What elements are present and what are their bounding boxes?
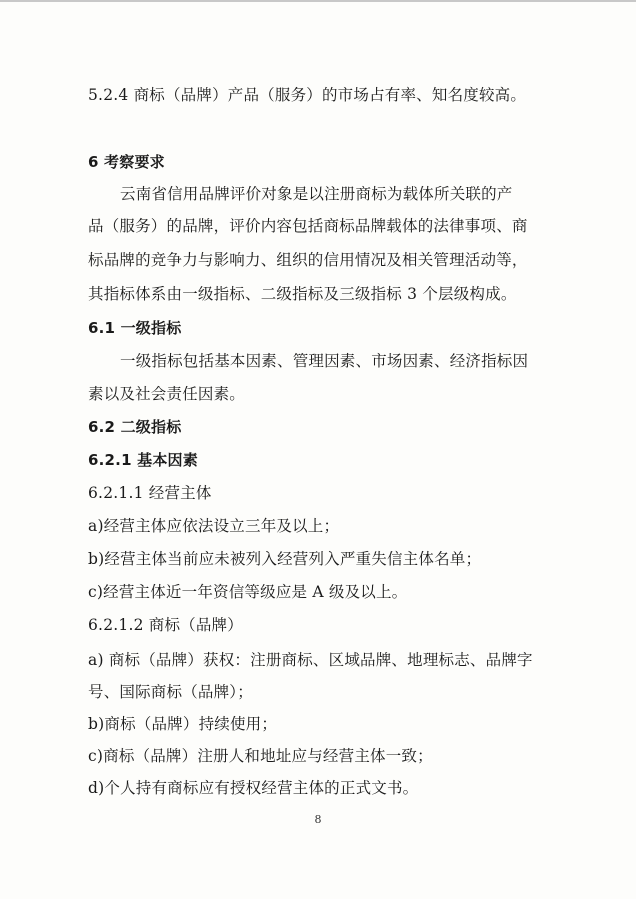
list-item: d)个人持有商标应有授权经营主体的正式文书。 (88, 779, 419, 797)
subsection-heading-6-2-1-1: 6.2.1.1 经营主体 (88, 484, 212, 502)
paragraph-line: 一级指标包括基本因素、管理因素、市场因素、经济指标因 (120, 352, 529, 370)
section-heading-6-1: 6.1 一级指标 (88, 319, 182, 337)
section-heading-6-2: 6.2 二级指标 (88, 418, 182, 436)
list-item: c)经营主体近一年资信等级应是 A 级及以上。 (88, 583, 408, 601)
paragraph-line: 标品牌的竞争力与影响力、组织的信用情况及相关管理活动等， (88, 251, 528, 269)
section-heading-6: 6 考察要求 (88, 153, 165, 171)
paragraph-line: 素以及社会责任因素。 (88, 385, 246, 403)
paragraph-line: 云南省信用品牌评价对象是以注册商标为载体所关联的产 (120, 185, 513, 203)
paragraph-line: 其指标体系由一级指标、二级指标及三级指标 3 个层级构成。 (88, 285, 517, 303)
list-item: c)商标（品牌）注册人和地址应与经营主体一致； (88, 747, 433, 765)
page-number: 8 (314, 813, 322, 826)
paragraph-line: 品（服务）的品牌，评价内容包括商标品牌载体的法律事项、商 (88, 217, 528, 235)
list-item-continuation: 号、国际商标（品牌）； (88, 683, 253, 701)
section-heading-6-2-1: 6.2.1 基本因素 (88, 451, 198, 469)
list-item: b)经营主体当前应未被列入经营列入严重失信主体名单； (88, 550, 482, 568)
list-item: a)经营主体应依法设立三年及以上； (88, 517, 340, 535)
clause-5-2-4: 5.2.4 商标（品牌）产品（服务）的市场占有率、知名度较高。 (88, 86, 527, 104)
list-item: a) 商标（品牌）获权：注册商标、区域品牌、地理标志、品牌字 (88, 651, 533, 669)
subsection-heading-6-2-1-2: 6.2.1.2 商标（品牌） (88, 616, 243, 634)
top-edge-line (0, 0, 636, 2)
list-item: b)商标（品牌）持续使用； (88, 715, 278, 733)
